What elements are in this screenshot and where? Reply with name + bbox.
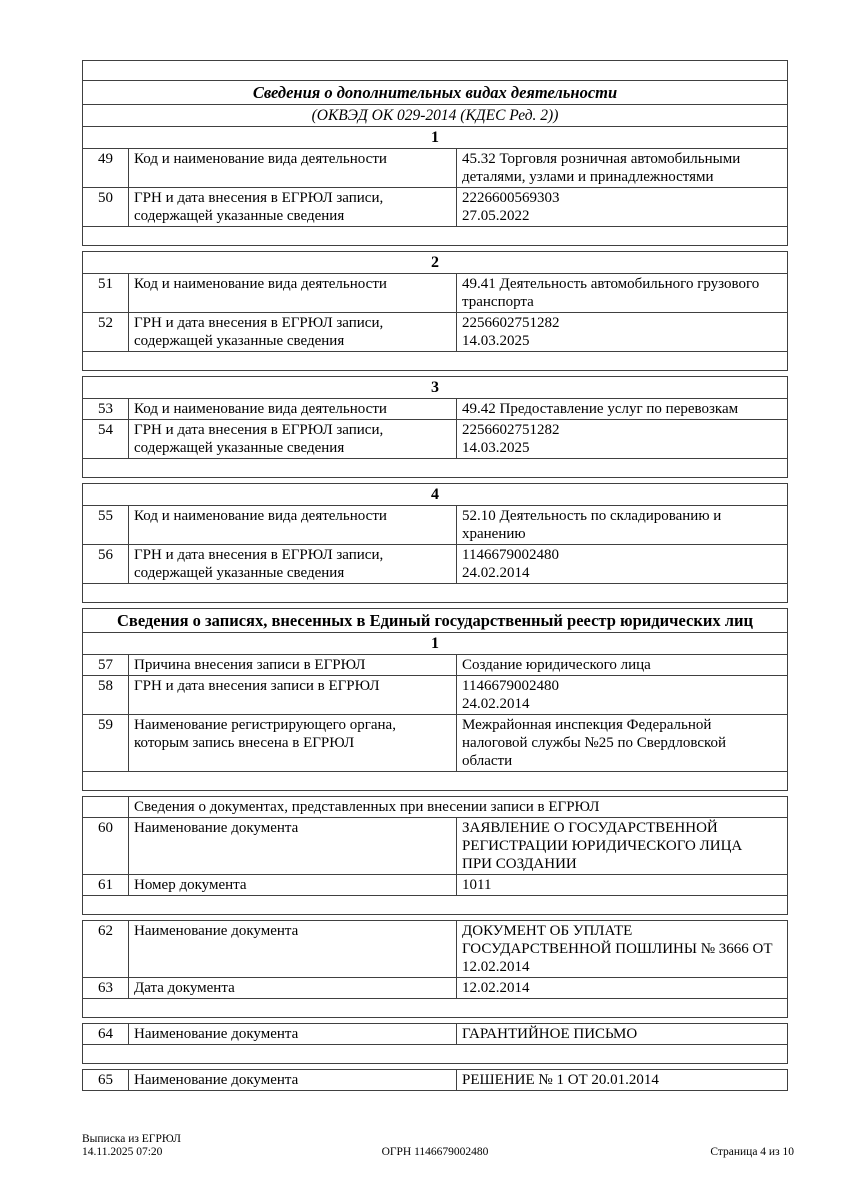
row-number: 63 [98,980,113,996]
row-number: 52 [98,315,113,331]
row-value [456,1070,787,1090]
row-number: 65 [98,1072,113,1088]
row-label: Дата документа [128,978,456,998]
row-label: ГРН и дата внесения в ЕГРЮЛ записи, содержащей указанные сведения [128,545,456,583]
row-number: 61 [98,877,113,893]
block-number: 3 [431,379,439,396]
row-number: 59 [98,717,113,733]
row-value [456,1024,787,1044]
spacer-row [83,351,787,370]
row-label: Наименование документа [128,1070,456,1090]
table-row [83,544,787,583]
row-label: ГРН и дата внесения записи в ЕГРЮЛ [128,676,456,714]
table-row [83,148,787,187]
row-label: Код и наименование вида деятельности [128,149,456,187]
section-title: Сведения о дополнительных видах деятельности [83,80,787,104]
row-value-line: РЕШЕНИЕ № 1 ОТ 20.01.2014 [462,1072,659,1088]
table-row [83,1070,787,1090]
row-value-line: 1146679002480 [462,547,559,563]
row-number: 55 [98,508,113,524]
row-number: 60 [98,820,113,836]
table-row [83,398,787,419]
row-value-line: 14.03.2025 [462,333,530,349]
block-number: 1 [83,126,787,148]
table-row [83,675,787,714]
row-number: 50 [98,190,113,206]
table-row [83,1024,787,1044]
documents-header: Сведения о документах, представленных при внесении записи в ЕГРЮЛ [128,797,787,817]
table-row [83,921,787,977]
row-number: 57 [98,657,113,673]
spacer-row [83,458,787,477]
row-number: 62 [98,923,113,939]
row-number: 64 [98,1026,113,1042]
row-value-line: 24.02.2014 [462,696,530,712]
table-row [83,874,787,895]
empty-cell [83,797,128,817]
table-row [83,817,787,874]
documents-table-4 [82,1069,788,1091]
row-label: Наименование документа [128,1024,456,1044]
additional-activities-table-1 [82,60,788,246]
additional-activities-table-2 [82,251,788,371]
table-row [83,505,787,544]
row-number: 58 [98,678,113,694]
documents-table-1 [82,796,788,915]
table-row [83,977,787,998]
table-row [83,419,787,458]
footer-ogrn: ОГРН 1146679002480 [381,1146,489,1158]
spacer-row [83,998,787,1017]
documents-header-row [83,797,787,817]
row-value [456,149,787,187]
row-number: 51 [98,276,113,292]
section-subtitle: (ОКВЭД ОК 029-2014 (КДЕС Ред. 2)) [83,104,787,126]
row-value-line: ЗАЯВЛЕНИЕ О ГОСУДАРСТВЕННОЙ РЕГИСТРАЦИИ ЮРИДИЧЕСКОГО ЛИЦА ПРИ СОЗДАНИИ [462,820,743,872]
row-value-line: 2226600569303 [462,190,560,206]
table-row [83,187,787,226]
table-row [83,273,787,312]
row-value-line: 45.32 Торговля розничная автомобильными деталями, узлами и принадлежностями [462,151,741,185]
additional-activities-table-3 [82,376,788,478]
row-value-line: ГАРАНТИЙНОЕ ПИСЬМО [462,1026,638,1042]
row-label: Наименование регистрирующего органа, которым запись внесена в ЕГРЮЛ [128,715,456,771]
table-row [83,714,787,771]
spacer-row [83,771,787,790]
row-value [456,715,787,771]
table-row [83,312,787,351]
row-value [456,188,787,226]
row-value-line: Межрайонная инспекция Федеральной налоговой службы №25 по Свердловской области [462,717,727,769]
footer-datetime: 14.11.2025 07:20 [82,1145,163,1158]
row-value [456,506,787,544]
row-value [456,545,787,583]
row-value-line: 1011 [462,877,492,893]
row-label: ГРН и дата внесения в ЕГРЮЛ записи, содержащей указанные сведения [128,188,456,226]
row-label: Наименование документа [128,818,456,874]
row-value-line: 2256602751282 [462,315,560,331]
row-label: Номер документа [128,875,456,895]
spacer-row [83,226,787,245]
row-number: 49 [98,151,113,167]
row-number: 56 [98,547,113,563]
row-value [456,274,787,312]
row-value-line: 49.41 Деятельность автомобильного грузового транспорта [462,276,760,310]
row-label: Код и наименование вида деятельности [128,399,456,419]
row-number: 54 [98,422,113,438]
row-value [456,313,787,351]
register-records-table [82,608,788,791]
row-value [456,399,787,419]
row-value-line: 2256602751282 [462,422,560,438]
row-value [456,875,787,895]
table-row [83,654,787,675]
row-value-line: Создание юридического лица [462,657,651,673]
row-value [456,420,787,458]
spacer-row [83,895,787,914]
footer-doc-type: Выписка из ЕГРЮЛ [82,1133,181,1145]
row-value-line: 14.03.2025 [462,440,530,456]
row-value [456,818,787,874]
row-value [456,676,787,714]
row-value-line: 24.02.2014 [462,565,530,581]
block-number: 2 [431,254,439,271]
row-value-line: ДОКУМЕНТ ОБ УПЛАТЕ ГОСУДАРСТВЕННОЙ ПОШЛИНЫ № 3666 ОТ 12.02.2014 [462,923,773,975]
additional-activities-table-4 [82,483,788,603]
block-number: 1 [83,632,787,654]
footer-page-number: Страница 4 из 10 [710,1146,794,1158]
row-value-line: 52.10 Деятельность по складированию и хранению [462,508,722,542]
row-value-line: 12.02.2014 [462,980,530,996]
row-number: 53 [98,401,113,417]
row-label: Причина внесения записи в ЕГРЮЛ [128,655,456,675]
section-title: Сведения о записях, внесенных в Единый государственный реестр юридических лиц [117,611,753,630]
row-value [456,921,787,977]
spacer-row [83,1044,787,1063]
row-value-line: 1146679002480 [462,678,559,694]
row-value-line: 49.42 Предоставление услуг по перевозкам [462,401,739,417]
row-label: Наименование документа [128,921,456,977]
row-label: Код и наименование вида деятельности [128,506,456,544]
row-value [456,655,787,675]
row-value-line: 27.05.2022 [462,208,530,224]
egrul-extract-page [82,60,788,1096]
row-label: ГРН и дата внесения в ЕГРЮЛ записи, содержащей указанные сведения [128,313,456,351]
documents-table-3 [82,1023,788,1064]
documents-table-2 [82,920,788,1018]
block-number: 4 [431,486,439,503]
spacer-row [83,61,787,80]
row-label: ГРН и дата внесения в ЕГРЮЛ записи, содержащей указанные сведения [128,420,456,458]
row-label: Код и наименование вида деятельности [128,274,456,312]
row-value [456,978,787,998]
spacer-row [83,583,787,602]
